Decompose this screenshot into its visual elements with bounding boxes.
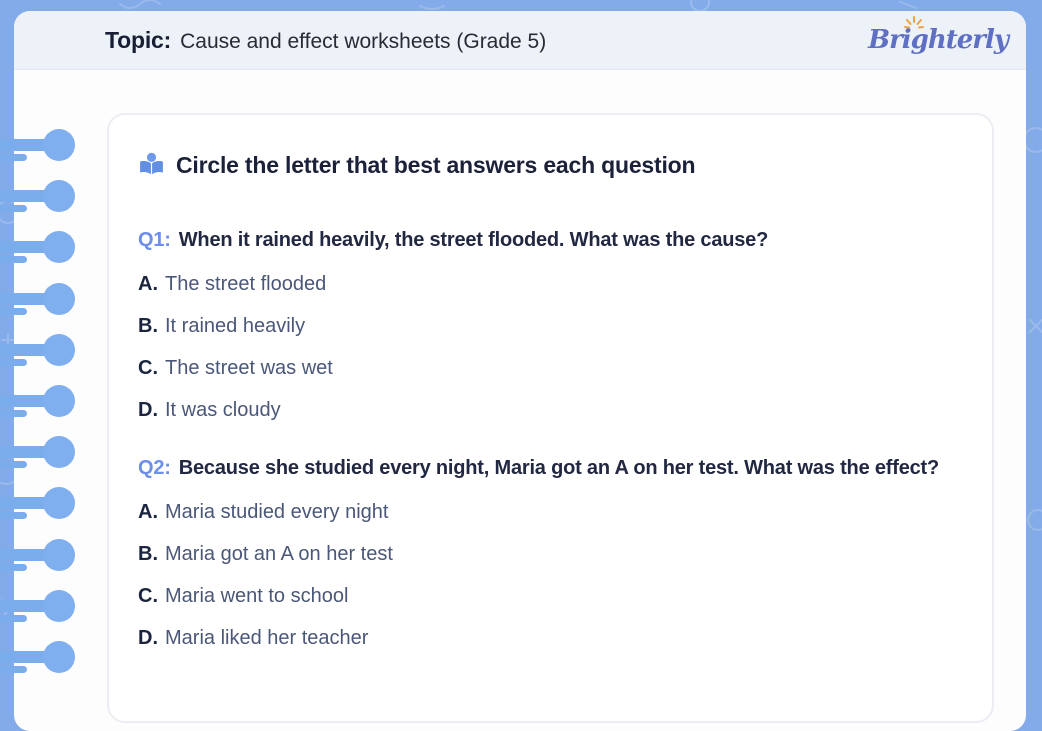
question-2-text: Because she studied every night, Maria got an A on her test. What was the effect?	[178, 457, 940, 479]
option-text: Maria liked her teacher	[165, 627, 369, 649]
option-letter: D.	[138, 627, 158, 649]
option-text: It rained heavily	[165, 315, 306, 337]
topic-value: Cause and effect worksheets (Grade 5)	[180, 29, 547, 53]
binding-pin	[0, 641, 76, 681]
binding-pin	[0, 436, 76, 476]
option-text: The street was wet	[165, 357, 333, 379]
question-2-label: Q2:	[138, 457, 171, 479]
option-text: It was cloudy	[165, 399, 281, 421]
binding-pin	[0, 334, 76, 374]
topic-header-band	[14, 11, 1026, 70]
brighterly-logo[interactable]	[868, 25, 1008, 55]
reader-book-icon	[138, 152, 165, 178]
question-1-option-b	[138, 313, 962, 339]
question-2-option-d	[138, 625, 962, 651]
worksheet-card	[107, 113, 994, 723]
option-letter: A.	[138, 501, 158, 523]
binding-pin	[0, 180, 76, 220]
question-1-text: When it rained heavily, the street flooded. What was the cause?	[178, 229, 769, 251]
question-1	[138, 226, 946, 255]
logo-text: Brighterly	[868, 25, 1008, 55]
instruction-heading	[138, 151, 962, 179]
option-text: The street flooded	[165, 273, 327, 295]
option-letter: D.	[138, 399, 158, 421]
binding-pin	[0, 590, 76, 630]
question-1-option-d	[138, 397, 962, 423]
option-letter: B.	[138, 315, 158, 337]
option-letter: C.	[138, 585, 158, 607]
topic-label: Topic:	[105, 26, 172, 53]
binding-pin	[0, 385, 76, 425]
binding-pin	[0, 539, 76, 579]
option-letter: B.	[138, 543, 158, 565]
question-2-option-c	[138, 583, 962, 609]
sunburst-icon	[904, 16, 924, 30]
question-2-option-b	[138, 541, 962, 567]
binding-pin	[0, 129, 76, 169]
question-1-option-a	[138, 271, 962, 297]
binding-pin	[0, 231, 76, 271]
question-1-label: Q1:	[138, 229, 171, 251]
topic-line	[105, 27, 546, 54]
question-2	[138, 454, 946, 483]
instruction-text: Circle the letter that best answers each question	[176, 152, 696, 178]
option-text: Maria went to school	[165, 585, 349, 607]
question-2-option-a	[138, 499, 962, 525]
option-letter: A.	[138, 273, 158, 295]
option-letter: C.	[138, 357, 158, 379]
option-text: Maria got an A on her test	[165, 543, 393, 565]
option-text: Maria studied every night	[165, 501, 389, 523]
binding-pin	[0, 283, 76, 323]
binding-pin	[0, 487, 76, 527]
question-1-option-c	[138, 355, 962, 381]
